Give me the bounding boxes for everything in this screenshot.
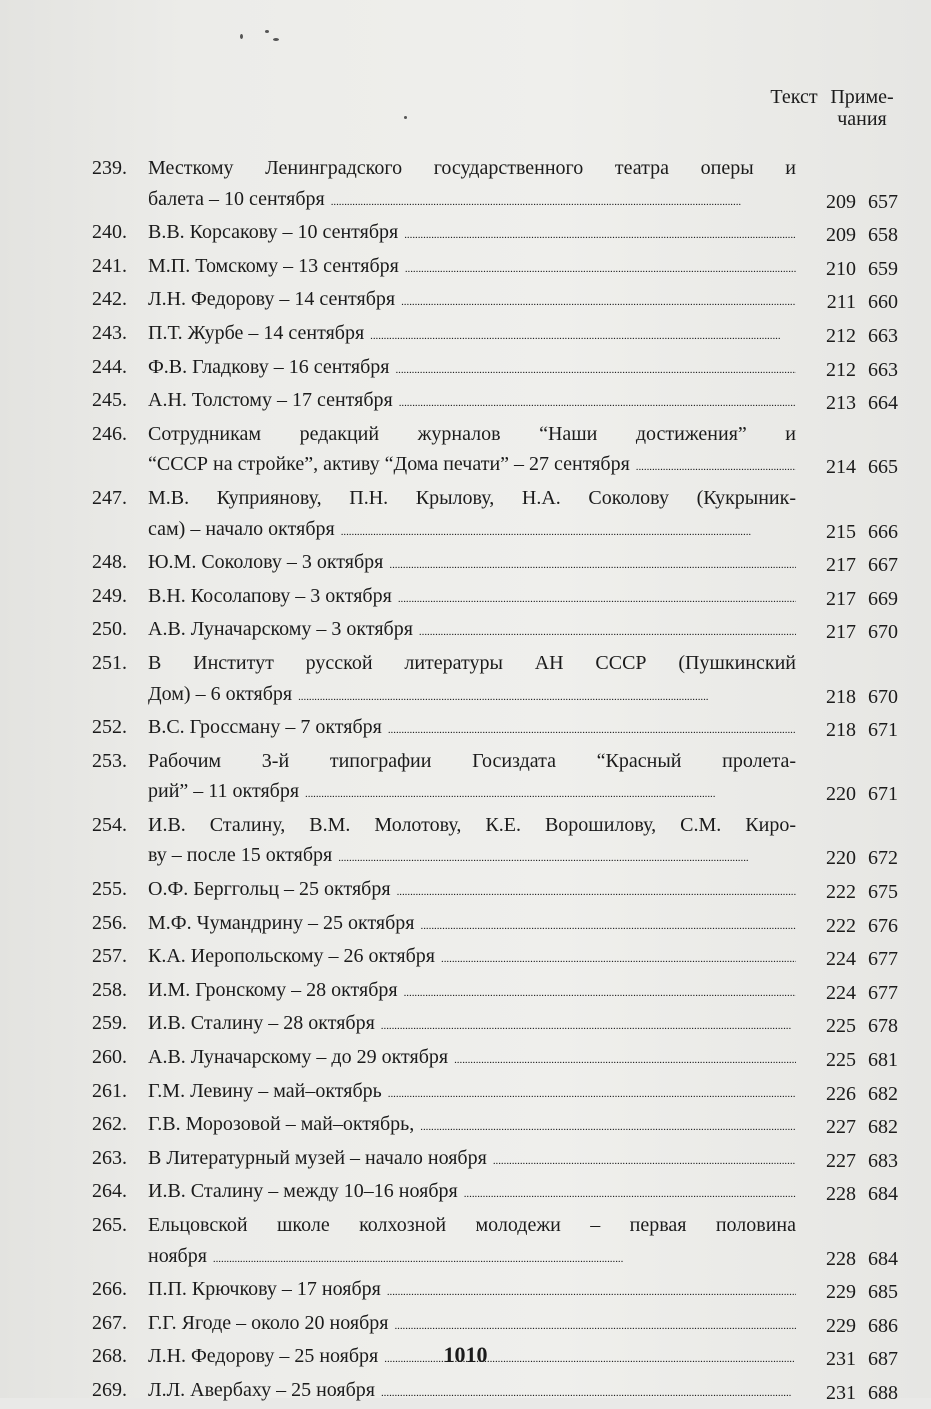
entry-title-text: П.Т. Журбе – 14 сентября xyxy=(148,321,365,344)
entry-title-line xyxy=(148,547,796,581)
entry-title-text: Л.Н. Федорову – 25 ноября xyxy=(148,1345,379,1368)
entry-title-line: М.В. Куприянову, П.Н. Крылову, Н.А. Соколову (Кукрыник- xyxy=(148,486,796,509)
notes-page-number: 677 xyxy=(868,981,898,1004)
entry-title-text: К.А. Иеропольскому – 26 октября xyxy=(148,945,436,968)
dot-leader xyxy=(381,1008,796,1042)
entry-title xyxy=(148,874,796,908)
toc-entry xyxy=(92,419,898,483)
entry-title-text: В.С. Гроссману – 7 октября xyxy=(148,716,382,739)
toc-entry xyxy=(92,1042,898,1076)
text-page-number: 227 xyxy=(826,1149,856,1172)
entry-title-text: ву – после 15 октября xyxy=(148,844,333,867)
entry-number: 244. xyxy=(92,355,127,378)
notes-page-number: 671 xyxy=(868,719,898,742)
entry-number: 245. xyxy=(92,389,127,412)
entry-title xyxy=(148,941,796,975)
toc-entry xyxy=(92,1143,898,1177)
column-header-notes-line2: чания xyxy=(837,108,887,130)
entry-title-line xyxy=(148,1109,796,1143)
entry-title xyxy=(148,217,796,251)
notes-page-number: 681 xyxy=(868,1049,898,1072)
entry-title-line: Месткому Ленинградского государственного театра оперы и xyxy=(148,157,796,179)
toc-entry xyxy=(92,284,898,318)
toc-entry xyxy=(92,648,898,712)
dot-leader xyxy=(404,217,796,251)
dot-leader xyxy=(388,712,796,746)
dot-leader xyxy=(213,1241,796,1275)
entry-number: 252. xyxy=(92,716,127,739)
entry-number: 261. xyxy=(92,1079,127,1102)
entry-number: 263. xyxy=(92,1146,127,1169)
entry-title xyxy=(148,385,796,419)
dot-leader xyxy=(388,1076,796,1110)
entry-number: 265. xyxy=(92,1214,127,1236)
ink-speck xyxy=(273,38,279,41)
notes-page-number: 663 xyxy=(868,358,898,381)
text-page-number: 217 xyxy=(826,587,856,610)
text-page-number: 217 xyxy=(826,554,856,577)
entry-title-line xyxy=(148,1375,796,1409)
text-page-number: 210 xyxy=(826,257,856,280)
dot-leader xyxy=(405,251,796,285)
entry-title xyxy=(148,614,796,648)
notes-page-number: 684 xyxy=(868,1247,898,1270)
dot-leader xyxy=(331,184,796,218)
notes-page-number: 685 xyxy=(868,1281,898,1304)
text-page-number: 211 xyxy=(826,291,856,314)
dot-leader xyxy=(381,1375,796,1409)
entry-title xyxy=(148,1176,796,1210)
toc-entry xyxy=(92,1176,898,1210)
entry-title-line xyxy=(148,1308,796,1342)
toc-entry xyxy=(92,1076,898,1110)
toc-entry xyxy=(92,746,898,810)
text-page-number: 228 xyxy=(826,1247,856,1270)
ink-speck xyxy=(240,34,243,39)
entry-number: 239. xyxy=(92,157,127,179)
entry-title-line xyxy=(148,908,796,942)
toc-entry xyxy=(92,1210,898,1274)
entry-number: 256. xyxy=(92,911,127,934)
entry-title-text: И.В. Сталину – между 10–16 ноября xyxy=(148,1180,458,1203)
entry-number: 242. xyxy=(92,288,127,311)
entry-title-line xyxy=(148,614,796,648)
entry-number: 247. xyxy=(92,486,127,509)
entry-number: 264. xyxy=(92,1180,127,1203)
entry-number: 251. xyxy=(92,651,127,674)
entry-title-text: П.П. Крючкову – 17 ноября xyxy=(148,1278,381,1301)
entry-number: 241. xyxy=(92,254,127,277)
entry-title-line: Рабочим 3-й типографии Госиздата “Красный пролета- xyxy=(148,749,796,772)
entry-title-text: Г.М. Левину – май–октябрь xyxy=(148,1079,382,1102)
entry-number: 258. xyxy=(92,978,127,1001)
entry-title xyxy=(148,284,796,318)
text-page-number: 229 xyxy=(826,1314,856,1337)
entry-title-line xyxy=(148,975,796,1009)
dot-leader xyxy=(305,776,796,810)
toc-entry xyxy=(92,1109,898,1143)
entry-title xyxy=(148,1210,796,1274)
entry-title xyxy=(148,318,796,352)
toc-entry xyxy=(92,251,898,285)
notes-page-number: 666 xyxy=(868,520,898,543)
dot-leader xyxy=(404,975,796,1009)
dot-leader xyxy=(397,874,796,908)
entry-title-text: ноября xyxy=(148,1244,207,1267)
notes-page-number: 671 xyxy=(868,783,898,806)
entry-title-text: В.Н. Косолапову – 3 октября xyxy=(148,584,392,607)
entry-number: 243. xyxy=(92,321,127,344)
entry-title-line: Ельцовской школе колхозной молодежи – первая половина xyxy=(148,1214,796,1236)
dot-leader xyxy=(420,1109,796,1143)
entry-title-line: В Институт русской литературы АН СССР (Пушкинский xyxy=(148,651,796,674)
entry-title-text: М.Ф. Чумандрину – 25 октября xyxy=(148,911,415,934)
entry-number: 249. xyxy=(92,584,127,607)
entry-title-text: Г.В. Морозовой – май–октябрь, xyxy=(148,1113,415,1136)
notes-page-number: 682 xyxy=(868,1082,898,1105)
text-page-number: 226 xyxy=(826,1082,856,1105)
column-header-notes-line1: Приме- xyxy=(830,86,894,108)
notes-page-number: 657 xyxy=(868,190,898,213)
notes-page-number: 659 xyxy=(868,257,898,280)
notes-page-number: 684 xyxy=(868,1183,898,1206)
text-page-number: 215 xyxy=(826,520,856,543)
entry-title-text: И.В. Сталину – 28 октября xyxy=(148,1012,375,1035)
text-page-number: 218 xyxy=(826,719,856,742)
notes-page-number: 678 xyxy=(868,1015,898,1038)
entry-number: 250. xyxy=(92,618,127,641)
entry-title xyxy=(148,581,796,615)
entry-title xyxy=(148,712,796,746)
entry-number: 257. xyxy=(92,945,127,968)
notes-page-number: 665 xyxy=(868,456,898,479)
entry-title-text: В Литературный музей – начало ноября xyxy=(148,1146,487,1169)
text-page-number: 220 xyxy=(826,847,856,870)
text-page-number: 220 xyxy=(826,783,856,806)
column-header-text: Текст xyxy=(770,86,818,108)
entry-title-text: “СССР на стройке”, активу “Дома печати” – 27 сентября xyxy=(148,453,630,476)
entry-title xyxy=(148,648,796,712)
notes-page-number: 669 xyxy=(868,587,898,610)
notes-page-number: 667 xyxy=(868,554,898,577)
entry-title-line xyxy=(148,385,796,419)
notes-page-number: 683 xyxy=(868,1149,898,1172)
text-page-number: 214 xyxy=(826,456,856,479)
entry-number: 267. xyxy=(92,1311,127,1334)
dot-leader xyxy=(419,614,796,648)
dot-leader xyxy=(394,1308,796,1342)
entry-title-line xyxy=(148,712,796,746)
entry-title-line xyxy=(148,840,796,874)
toc-entry xyxy=(92,153,898,217)
text-page-number: 222 xyxy=(826,881,856,904)
entry-title-line xyxy=(148,1008,796,1042)
entry-number: 240. xyxy=(92,221,127,244)
entry-title-line xyxy=(148,1241,796,1275)
text-page-number: 218 xyxy=(826,685,856,708)
entry-title xyxy=(148,908,796,942)
dot-leader xyxy=(398,581,796,615)
notes-page-number: 686 xyxy=(868,1314,898,1337)
entry-title-line xyxy=(148,874,796,908)
entry-title-line: И.В. Сталину, В.М. Молотову, К.Е. Ворошилову, С.М. Киро- xyxy=(148,813,796,836)
entry-title-line xyxy=(148,449,796,483)
notes-page-number: 687 xyxy=(868,1348,898,1371)
text-page-number: 222 xyxy=(826,914,856,937)
entry-title-line xyxy=(148,1042,796,1076)
entry-number: 254. xyxy=(92,813,127,836)
entry-number: 259. xyxy=(92,1012,127,1035)
entry-title-line xyxy=(148,1076,796,1110)
toc-entry xyxy=(92,908,898,942)
entry-title-text: рий” – 11 октября xyxy=(148,780,300,803)
toc-entry xyxy=(92,385,898,419)
dot-leader xyxy=(401,284,796,318)
text-page-number: 225 xyxy=(826,1049,856,1072)
notes-page-number: 664 xyxy=(868,392,898,415)
text-page-number: 209 xyxy=(826,190,856,213)
entry-number: 260. xyxy=(92,1046,127,1069)
entry-number: 269. xyxy=(92,1378,127,1401)
table-of-contents xyxy=(92,153,898,1409)
notes-page-number: 670 xyxy=(868,685,898,708)
notes-page-number: 658 xyxy=(868,224,898,247)
entry-title-line xyxy=(148,776,796,810)
text-page-number: 213 xyxy=(826,392,856,415)
entry-title-line: Сотрудникам редакций журналов “Наши достижения” и xyxy=(148,422,796,445)
text-page-number: 217 xyxy=(826,621,856,644)
entry-title-text: Ф.В. Гладкову – 16 сентября xyxy=(148,355,390,378)
toc-entry xyxy=(92,1375,898,1409)
entry-title xyxy=(148,547,796,581)
entry-title-text: О.Ф. Берггольц – 25 октября xyxy=(148,878,391,901)
notes-page-number: 660 xyxy=(868,291,898,314)
toc-entry xyxy=(92,318,898,352)
entry-title xyxy=(148,1076,796,1110)
entry-title-line xyxy=(148,318,796,352)
text-page-number: 225 xyxy=(826,1015,856,1038)
toc-entry xyxy=(92,712,898,746)
entry-number: 246. xyxy=(92,422,127,445)
notes-page-number: 688 xyxy=(868,1381,898,1404)
toc-entry xyxy=(92,1008,898,1042)
entry-title-text: балета – 10 сентября xyxy=(148,187,325,210)
notes-page-number: 670 xyxy=(868,621,898,644)
dot-leader xyxy=(389,547,796,581)
entry-title xyxy=(148,746,796,810)
entry-number: 268. xyxy=(92,1345,127,1368)
notes-page-number: 676 xyxy=(868,914,898,937)
dot-leader xyxy=(338,840,796,874)
toc-entry xyxy=(92,1308,898,1342)
text-page-number: 224 xyxy=(826,981,856,1004)
toc-entry xyxy=(92,1274,898,1308)
dot-leader xyxy=(464,1176,796,1210)
entry-title-line xyxy=(148,1176,796,1210)
entry-title-line xyxy=(148,581,796,615)
text-page-number: 228 xyxy=(826,1183,856,1206)
entry-title-text: Г.Г. Ягоде – около 20 ноября xyxy=(148,1311,389,1334)
dot-leader xyxy=(298,679,796,713)
entry-title xyxy=(148,1109,796,1143)
notes-page-number: 682 xyxy=(868,1116,898,1139)
text-page-number: 224 xyxy=(826,948,856,971)
entry-title xyxy=(148,352,796,386)
entry-title xyxy=(148,1042,796,1076)
text-page-number: 227 xyxy=(826,1116,856,1139)
entry-number: 262. xyxy=(92,1113,127,1136)
ink-speck xyxy=(404,116,407,119)
entry-title-text: Л.Л. Авербаху – 25 ноября xyxy=(148,1378,375,1401)
entry-title-text: И.М. Гронскому – 28 октября xyxy=(148,978,398,1001)
ink-speck xyxy=(265,30,269,33)
entry-title-line xyxy=(148,184,796,218)
dot-leader xyxy=(395,352,796,386)
toc-entry xyxy=(92,614,898,648)
entry-title-text: Дом) – 6 октября xyxy=(148,682,293,705)
entry-title-text: Л.Н. Федорову – 14 сентября xyxy=(148,288,396,311)
toc-entry xyxy=(92,352,898,386)
toc-entry xyxy=(92,874,898,908)
entry-title xyxy=(148,483,796,547)
dot-leader xyxy=(421,908,796,942)
entry-title-line xyxy=(148,1274,796,1308)
entry-title xyxy=(148,975,796,1009)
entry-number: 255. xyxy=(92,878,127,901)
entry-title-text: В.В. Корсакову – 10 сентября xyxy=(148,221,399,244)
entry-title-text: Ю.М. Соколову – 3 октября xyxy=(148,551,384,574)
dot-leader xyxy=(441,941,796,975)
column-header-notes xyxy=(824,86,900,130)
dot-leader xyxy=(636,449,796,483)
notes-page-number: 675 xyxy=(868,881,898,904)
entry-title-line xyxy=(148,514,796,548)
notes-page-number: 677 xyxy=(868,948,898,971)
toc-entry xyxy=(92,547,898,581)
text-page-number: 212 xyxy=(826,324,856,347)
entry-number: 253. xyxy=(92,749,127,772)
dot-leader xyxy=(399,385,796,419)
entry-title-text: А.В. Луначарскому – до 29 октября xyxy=(148,1046,449,1069)
toc-entry xyxy=(92,975,898,1009)
entry-number: 266. xyxy=(92,1278,127,1301)
entry-number: 248. xyxy=(92,551,127,574)
entry-title xyxy=(148,1008,796,1042)
dot-leader xyxy=(341,514,796,548)
entry-title-line xyxy=(148,679,796,713)
entry-title xyxy=(148,810,796,874)
page-number: 1010 xyxy=(443,1342,488,1367)
text-page-number: 231 xyxy=(826,1381,856,1404)
notes-page-number: 672 xyxy=(868,847,898,870)
entry-title-line xyxy=(148,251,796,285)
entry-title-line xyxy=(148,217,796,251)
dot-leader xyxy=(493,1143,796,1177)
notes-page-number: 663 xyxy=(868,324,898,347)
toc-entry xyxy=(92,581,898,615)
entry-title-line xyxy=(148,284,796,318)
dot-leader xyxy=(370,318,796,352)
entry-title-text: М.П. Томскому – 13 сентября xyxy=(148,254,399,277)
entry-title-line xyxy=(148,1143,796,1177)
text-page-number: 209 xyxy=(826,224,856,247)
text-page-number: 231 xyxy=(826,1348,856,1371)
entry-title-text: сам) – начало октября xyxy=(148,517,335,540)
toc-entry xyxy=(92,941,898,975)
entry-title xyxy=(148,1143,796,1177)
entry-title xyxy=(148,1308,796,1342)
toc-entry xyxy=(92,810,898,874)
text-page-number: 212 xyxy=(826,358,856,381)
entry-title-line xyxy=(148,352,796,386)
dot-leader xyxy=(454,1042,796,1076)
entry-title-text: А.В. Луначарскому – 3 октября xyxy=(148,618,413,641)
entry-title xyxy=(148,251,796,285)
toc-entry xyxy=(92,217,898,251)
entry-title xyxy=(148,1375,796,1409)
toc-entry xyxy=(92,483,898,547)
entry-title-text: А.Н. Толстому – 17 сентября xyxy=(148,389,393,412)
entry-title xyxy=(148,419,796,483)
text-page-number: 229 xyxy=(826,1281,856,1304)
dot-leader xyxy=(387,1274,796,1308)
entry-title xyxy=(148,153,796,217)
entry-title-line xyxy=(148,941,796,975)
entry-title xyxy=(148,1274,796,1308)
